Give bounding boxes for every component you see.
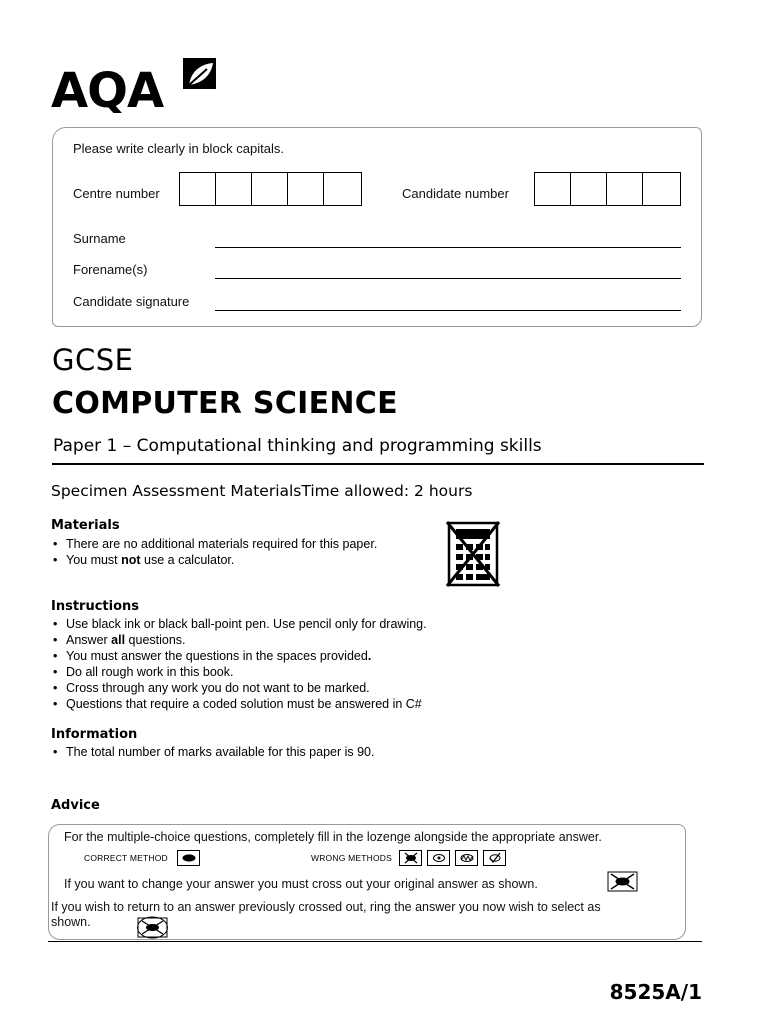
bottom-divider bbox=[48, 941, 702, 942]
scribble-lozenge-icon bbox=[458, 853, 476, 863]
list-item: • Use black ink or black ball-point pen. Use pencil only for drawing. bbox=[51, 616, 571, 632]
digit-box[interactable] bbox=[535, 173, 571, 205]
logo-text: AQA bbox=[51, 63, 164, 113]
advice-return-answer-cont: shown. bbox=[51, 915, 91, 929]
ticked-lozenge-icon bbox=[487, 852, 503, 864]
block-capitals-instruction: Please write clearly in block capitals. bbox=[73, 141, 284, 156]
paper-title: Paper 1 – Computational thinking and programming skills bbox=[53, 436, 542, 456]
list-item: • The total number of marks available for this paper is 90. bbox=[51, 744, 531, 760]
correct-method-example bbox=[177, 850, 200, 866]
signature-line[interactable] bbox=[215, 310, 681, 311]
no-calculator-icon bbox=[445, 520, 501, 588]
digit-box[interactable] bbox=[216, 173, 252, 205]
digit-box[interactable] bbox=[571, 173, 607, 205]
instructions-list bbox=[51, 616, 571, 712]
dotted-lozenge-icon bbox=[432, 853, 446, 863]
information-heading: Information bbox=[51, 727, 138, 742]
ringed-answer-icon bbox=[136, 915, 169, 940]
instructions-heading: Instructions bbox=[51, 599, 140, 614]
digit-box[interactable] bbox=[643, 173, 679, 205]
paper-code: 8525A/1 bbox=[609, 980, 702, 1004]
wrong-method-dot bbox=[427, 850, 450, 866]
advice-return-answer: If you wish to return to an answer previously crossed out, ring the answer you now wish to select as bbox=[51, 900, 601, 914]
materials-heading: Materials bbox=[51, 518, 120, 533]
aqa-logo bbox=[51, 55, 221, 113]
list-item: • You must not use a calculator. bbox=[51, 552, 441, 568]
list-item: • Cross through any work you do not want to be marked. bbox=[51, 680, 571, 696]
surname-line[interactable] bbox=[215, 247, 681, 248]
candidate-number-field[interactable] bbox=[534, 172, 681, 206]
digit-box[interactable] bbox=[180, 173, 216, 205]
list-item: • Questions that require a coded solution must be answered in C# bbox=[51, 696, 571, 712]
crossed-lozenge-icon bbox=[403, 852, 419, 864]
filled-lozenge-icon bbox=[182, 854, 196, 862]
specimen-time-allowed: Specimen Assessment MaterialsTime allowed: 2 hours bbox=[51, 482, 473, 500]
digit-box[interactable] bbox=[288, 173, 324, 205]
digit-box[interactable] bbox=[252, 173, 288, 205]
centre-number-label: Centre number bbox=[73, 186, 160, 201]
information-list bbox=[51, 744, 531, 760]
list-item: • There are no additional materials required for this paper. bbox=[51, 536, 441, 552]
advice-change-answer: If you want to change your answer you must cross out your original answer as shown. bbox=[64, 877, 538, 891]
list-item: • Do all rough work in this book. bbox=[51, 664, 571, 680]
list-item: • Answer all questions. bbox=[51, 632, 571, 648]
crossed-out-answer-icon bbox=[607, 871, 638, 892]
centre-number-field[interactable] bbox=[179, 172, 362, 206]
title-divider bbox=[52, 463, 704, 465]
forename-label: Forename(s) bbox=[73, 262, 148, 277]
digit-box[interactable] bbox=[324, 173, 360, 205]
surname-label: Surname bbox=[73, 231, 126, 246]
qualification-level: GCSE bbox=[52, 343, 134, 377]
wrong-methods-label: WRONG METHODS bbox=[311, 853, 392, 863]
list-item: • You must answer the questions in the spaces provided. bbox=[51, 648, 571, 664]
advice-lozenge-instruction: For the multiple-choice questions, completely fill in the lozenge alongside the appropriate answer. bbox=[64, 830, 602, 844]
forename-line[interactable] bbox=[215, 278, 681, 279]
wrong-method-scribble bbox=[455, 850, 478, 866]
wrong-method-cross bbox=[399, 850, 422, 866]
candidate-number-label: Candidate number bbox=[402, 186, 509, 201]
materials-list bbox=[51, 536, 441, 568]
wrong-method-tick bbox=[483, 850, 506, 866]
advice-heading: Advice bbox=[51, 798, 100, 813]
correct-method-label: CORRECT METHOD bbox=[84, 853, 168, 863]
digit-box[interactable] bbox=[607, 173, 643, 205]
signature-label: Candidate signature bbox=[73, 294, 190, 309]
leaf-icon bbox=[183, 58, 216, 89]
subject-title: COMPUTER SCIENCE bbox=[52, 386, 398, 421]
